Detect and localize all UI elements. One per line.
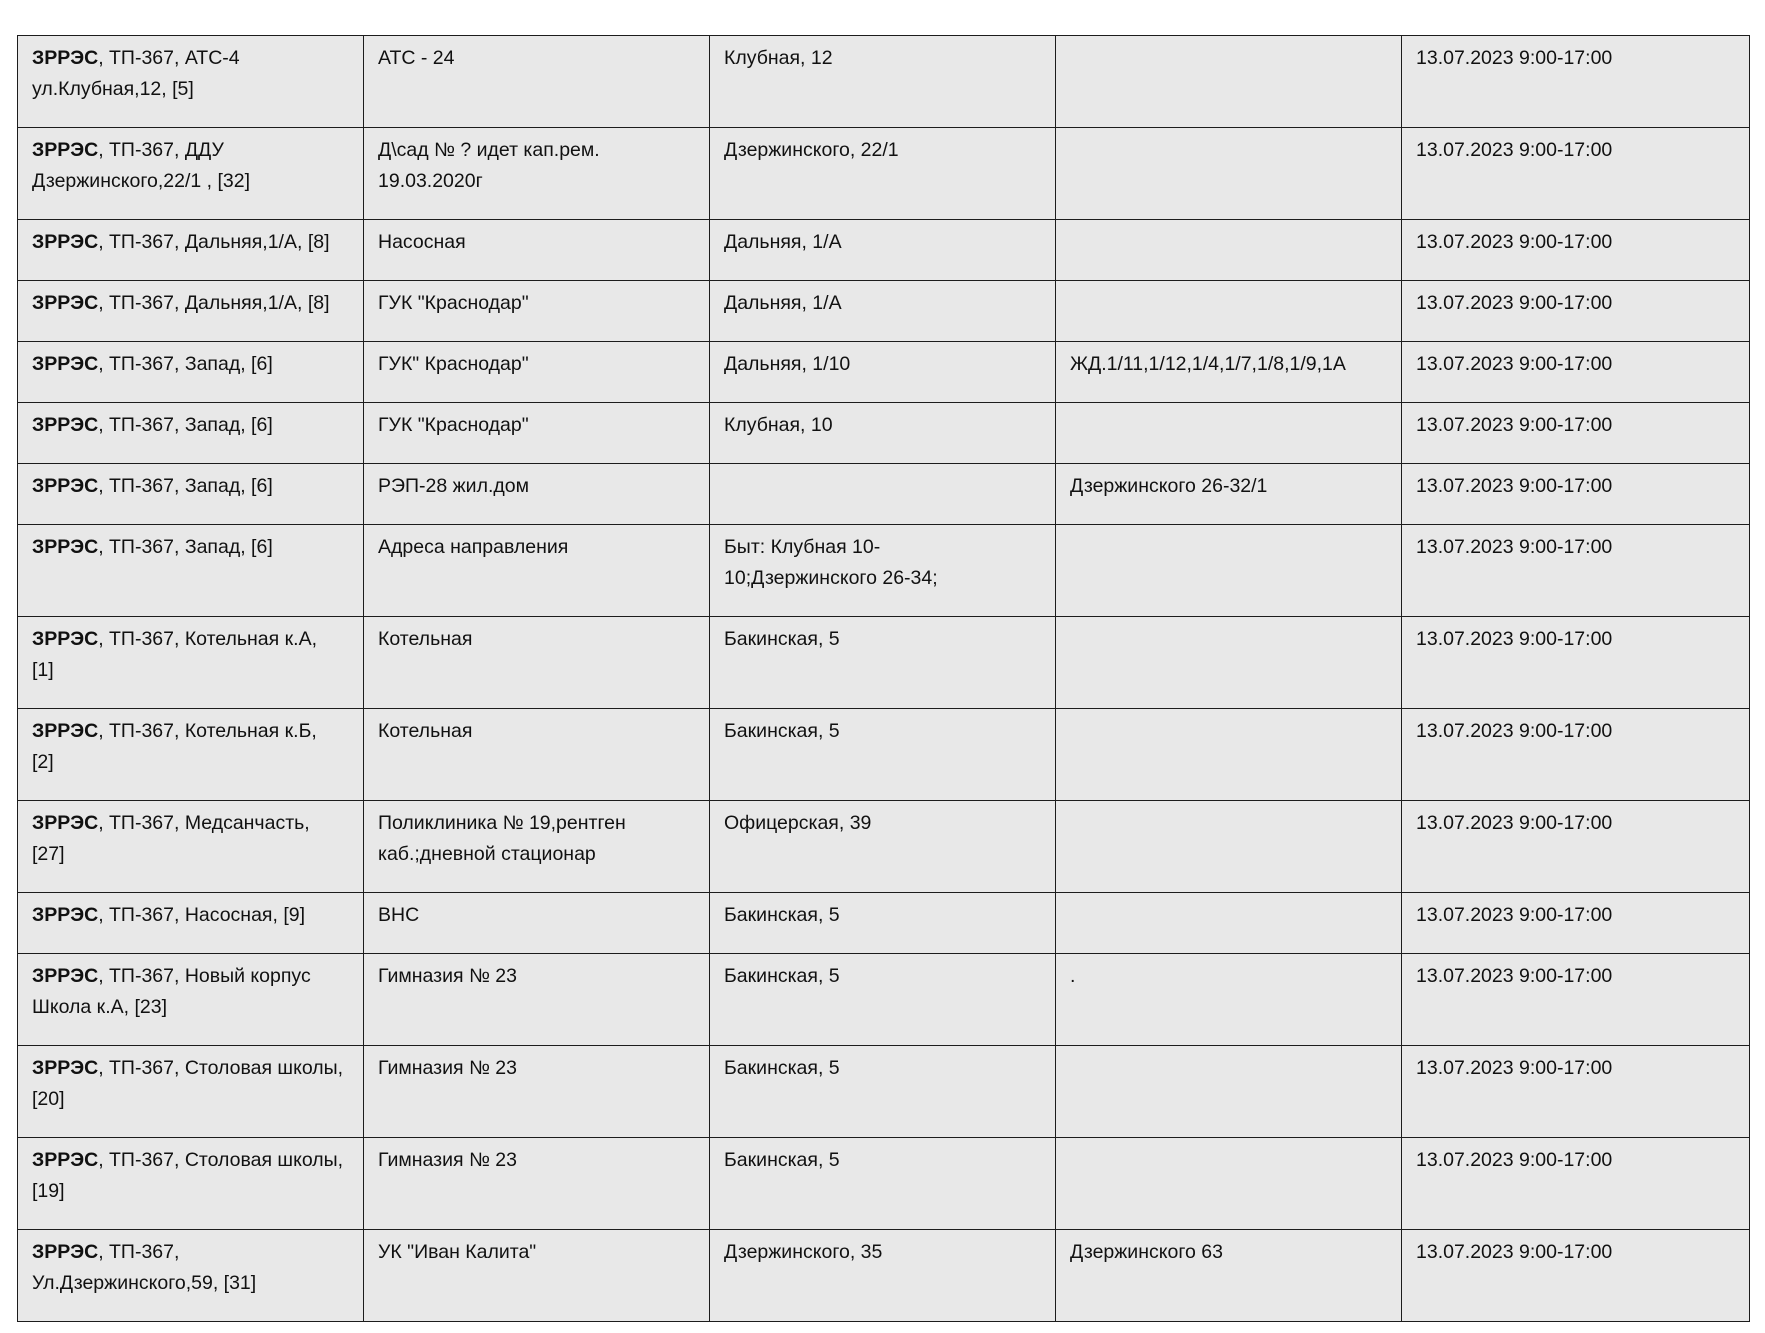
source-cell [18,1230,364,1322]
address-cell: Дальняя, 1/А [710,281,1056,342]
table-row [18,220,1750,281]
table-row [18,1046,1750,1138]
consumer-cell: РЭП-28 жил.дом [364,464,710,525]
address-cell: Бакинская, 5 [710,893,1056,954]
address-cell: Дальняя, 1/А [710,220,1056,281]
houses-cell [1056,36,1402,128]
source-text: , ТП-367, Столовая школы, [20] [32,1057,344,1110]
address-cell: Дзержинского, 22/1 [710,128,1056,220]
source-cell [18,342,364,403]
date-cell: 13.07.2023 9:00-17:00 [1402,128,1750,220]
source-cell [18,525,364,617]
table-row [18,893,1750,954]
region-label: ЗРРЭС [32,231,99,253]
source-text: , ТП-367, Запад, [6] [98,475,273,497]
source-cell [18,281,364,342]
houses-cell [1056,709,1402,801]
region-label: ЗРРЭС [32,1149,99,1171]
address-cell: Офицерская, 39 [710,801,1056,893]
consumer-cell: ВНС [364,893,710,954]
houses-cell [1056,801,1402,893]
consumer-cell: ГУК "Краснодар" [364,281,710,342]
consumer-cell: Гимназия № 23 [364,1138,710,1230]
table-row [18,525,1750,617]
consumer-cell: ГУК" Краснодар" [364,342,710,403]
date-cell: 13.07.2023 9:00-17:00 [1402,1046,1750,1138]
source-cell [18,709,364,801]
table-row [18,954,1750,1046]
address-cell: Дзержинского, 35 [710,1230,1056,1322]
date-cell: 13.07.2023 9:00-17:00 [1402,36,1750,128]
region-label: ЗРРЭС [32,720,99,742]
houses-cell [1056,281,1402,342]
date-cell: 13.07.2023 9:00-17:00 [1402,281,1750,342]
source-text: , ТП-367, Дальняя,1/А, [8] [98,292,330,314]
table-row [18,1230,1750,1322]
region-label: ЗРРЭС [32,292,99,314]
source-text: , ТП-367, Запад, [6] [98,353,273,375]
outage-table [17,35,1750,1322]
region-label: ЗРРЭС [32,353,99,375]
houses-cell [1056,220,1402,281]
table-row [18,1138,1750,1230]
source-text: , ТП-367, Котельная к.А, [1] [32,628,318,681]
source-text: , ТП-367, Котельная к.Б, [2] [32,720,317,773]
date-cell: 13.07.2023 9:00-17:00 [1402,1230,1750,1322]
date-cell: 13.07.2023 9:00-17:00 [1402,709,1750,801]
date-cell: 13.07.2023 9:00-17:00 [1402,1138,1750,1230]
address-cell [710,464,1056,525]
source-cell [18,220,364,281]
source-cell [18,403,364,464]
date-cell: 13.07.2023 9:00-17:00 [1402,954,1750,1046]
consumer-cell: ГУК "Краснодар" [364,403,710,464]
date-cell: 13.07.2023 9:00-17:00 [1402,220,1750,281]
date-cell: 13.07.2023 9:00-17:00 [1402,525,1750,617]
source-cell [18,893,364,954]
source-text: , ТП-367, Столовая школы, [19] [32,1149,344,1202]
address-cell: Дальняя, 1/10 [710,342,1056,403]
date-cell: 13.07.2023 9:00-17:00 [1402,617,1750,709]
date-cell: 13.07.2023 9:00-17:00 [1402,893,1750,954]
houses-cell [1056,525,1402,617]
source-cell [18,1046,364,1138]
address-cell: Клубная, 12 [710,36,1056,128]
region-label: ЗРРЭС [32,965,99,987]
region-label: ЗРРЭС [32,139,99,161]
consumer-cell: Гимназия № 23 [364,1046,710,1138]
address-cell: Бакинская, 5 [710,1046,1056,1138]
source-cell [18,1138,364,1230]
table-row [18,403,1750,464]
table-row [18,709,1750,801]
source-text: , ТП-367, АТС-4 ул.Клубная,12, [5] [32,47,240,100]
source-text: , ТП-367, Запад, [6] [98,414,273,436]
region-label: ЗРРЭС [32,1241,99,1263]
table-row [18,342,1750,403]
table-row [18,464,1750,525]
consumer-cell: Поликлиника № 19,рентген каб.;дневной стационар [364,801,710,893]
table-row [18,617,1750,709]
houses-cell [1056,403,1402,464]
address-cell: Клубная, 10 [710,403,1056,464]
source-text: , ТП-367, Дальняя,1/А, [8] [98,231,330,253]
table-row [18,801,1750,893]
table-row [18,128,1750,220]
consumer-cell: Котельная [364,709,710,801]
consumer-cell: УК "Иван Калита" [364,1230,710,1322]
consumer-cell: Котельная [364,617,710,709]
houses-cell: . [1056,954,1402,1046]
source-cell [18,464,364,525]
source-text: , ТП-367, ДДУ Дзержинского,22/1 , [32] [32,139,250,192]
region-label: ЗРРЭС [32,414,99,436]
source-text: , ТП-367, Медсанчасть, [27] [32,812,310,865]
address-cell: Бакинская, 5 [710,617,1056,709]
houses-cell: Дзержинского 63 [1056,1230,1402,1322]
date-cell: 13.07.2023 9:00-17:00 [1402,342,1750,403]
source-text: , ТП-367, Ул.Дзержинского,59, [31] [32,1241,257,1294]
region-label: ЗРРЭС [32,47,99,69]
address-cell: Бакинская, 5 [710,954,1056,1046]
date-cell: 13.07.2023 9:00-17:00 [1402,403,1750,464]
source-cell [18,954,364,1046]
outage-table-body [18,36,1750,1322]
date-cell: 13.07.2023 9:00-17:00 [1402,464,1750,525]
consumer-cell: Гимназия № 23 [364,954,710,1046]
source-cell [18,36,364,128]
houses-cell [1056,1138,1402,1230]
source-text: , ТП-367, Новый корпус Школа к.А, [23] [32,965,311,1018]
region-label: ЗРРЭС [32,812,99,834]
consumer-cell: АТС - 24 [364,36,710,128]
source-cell [18,128,364,220]
source-cell [18,801,364,893]
source-text: , ТП-367, Насосная, [9] [98,904,305,926]
source-text: , ТП-367, Запад, [6] [98,536,273,558]
houses-cell: ЖД.1/11,1/12,1/4,1/7,1/8,1/9,1А [1056,342,1402,403]
source-cell [18,617,364,709]
date-cell: 13.07.2023 9:00-17:00 [1402,801,1750,893]
houses-cell [1056,1046,1402,1138]
address-cell: Бакинская, 5 [710,1138,1056,1230]
address-cell: Быт: Клубная 10- 10;Дзержинского 26-34; [710,525,1056,617]
consumer-cell: Адреса направления [364,525,710,617]
region-label: ЗРРЭС [32,475,99,497]
consumer-cell: Д\сад № ? идет кап.рем. 19.03.2020г [364,128,710,220]
consumer-cell: Насосная [364,220,710,281]
region-label: ЗРРЭС [32,536,99,558]
houses-cell: Дзержинского 26-32/1 [1056,464,1402,525]
region-label: ЗРРЭС [32,628,99,650]
region-label: ЗРРЭС [32,904,99,926]
houses-cell [1056,128,1402,220]
address-cell: Бакинская, 5 [710,709,1056,801]
table-row [18,36,1750,128]
region-label: ЗРРЭС [32,1057,99,1079]
table-row [18,281,1750,342]
houses-cell [1056,893,1402,954]
houses-cell [1056,617,1402,709]
